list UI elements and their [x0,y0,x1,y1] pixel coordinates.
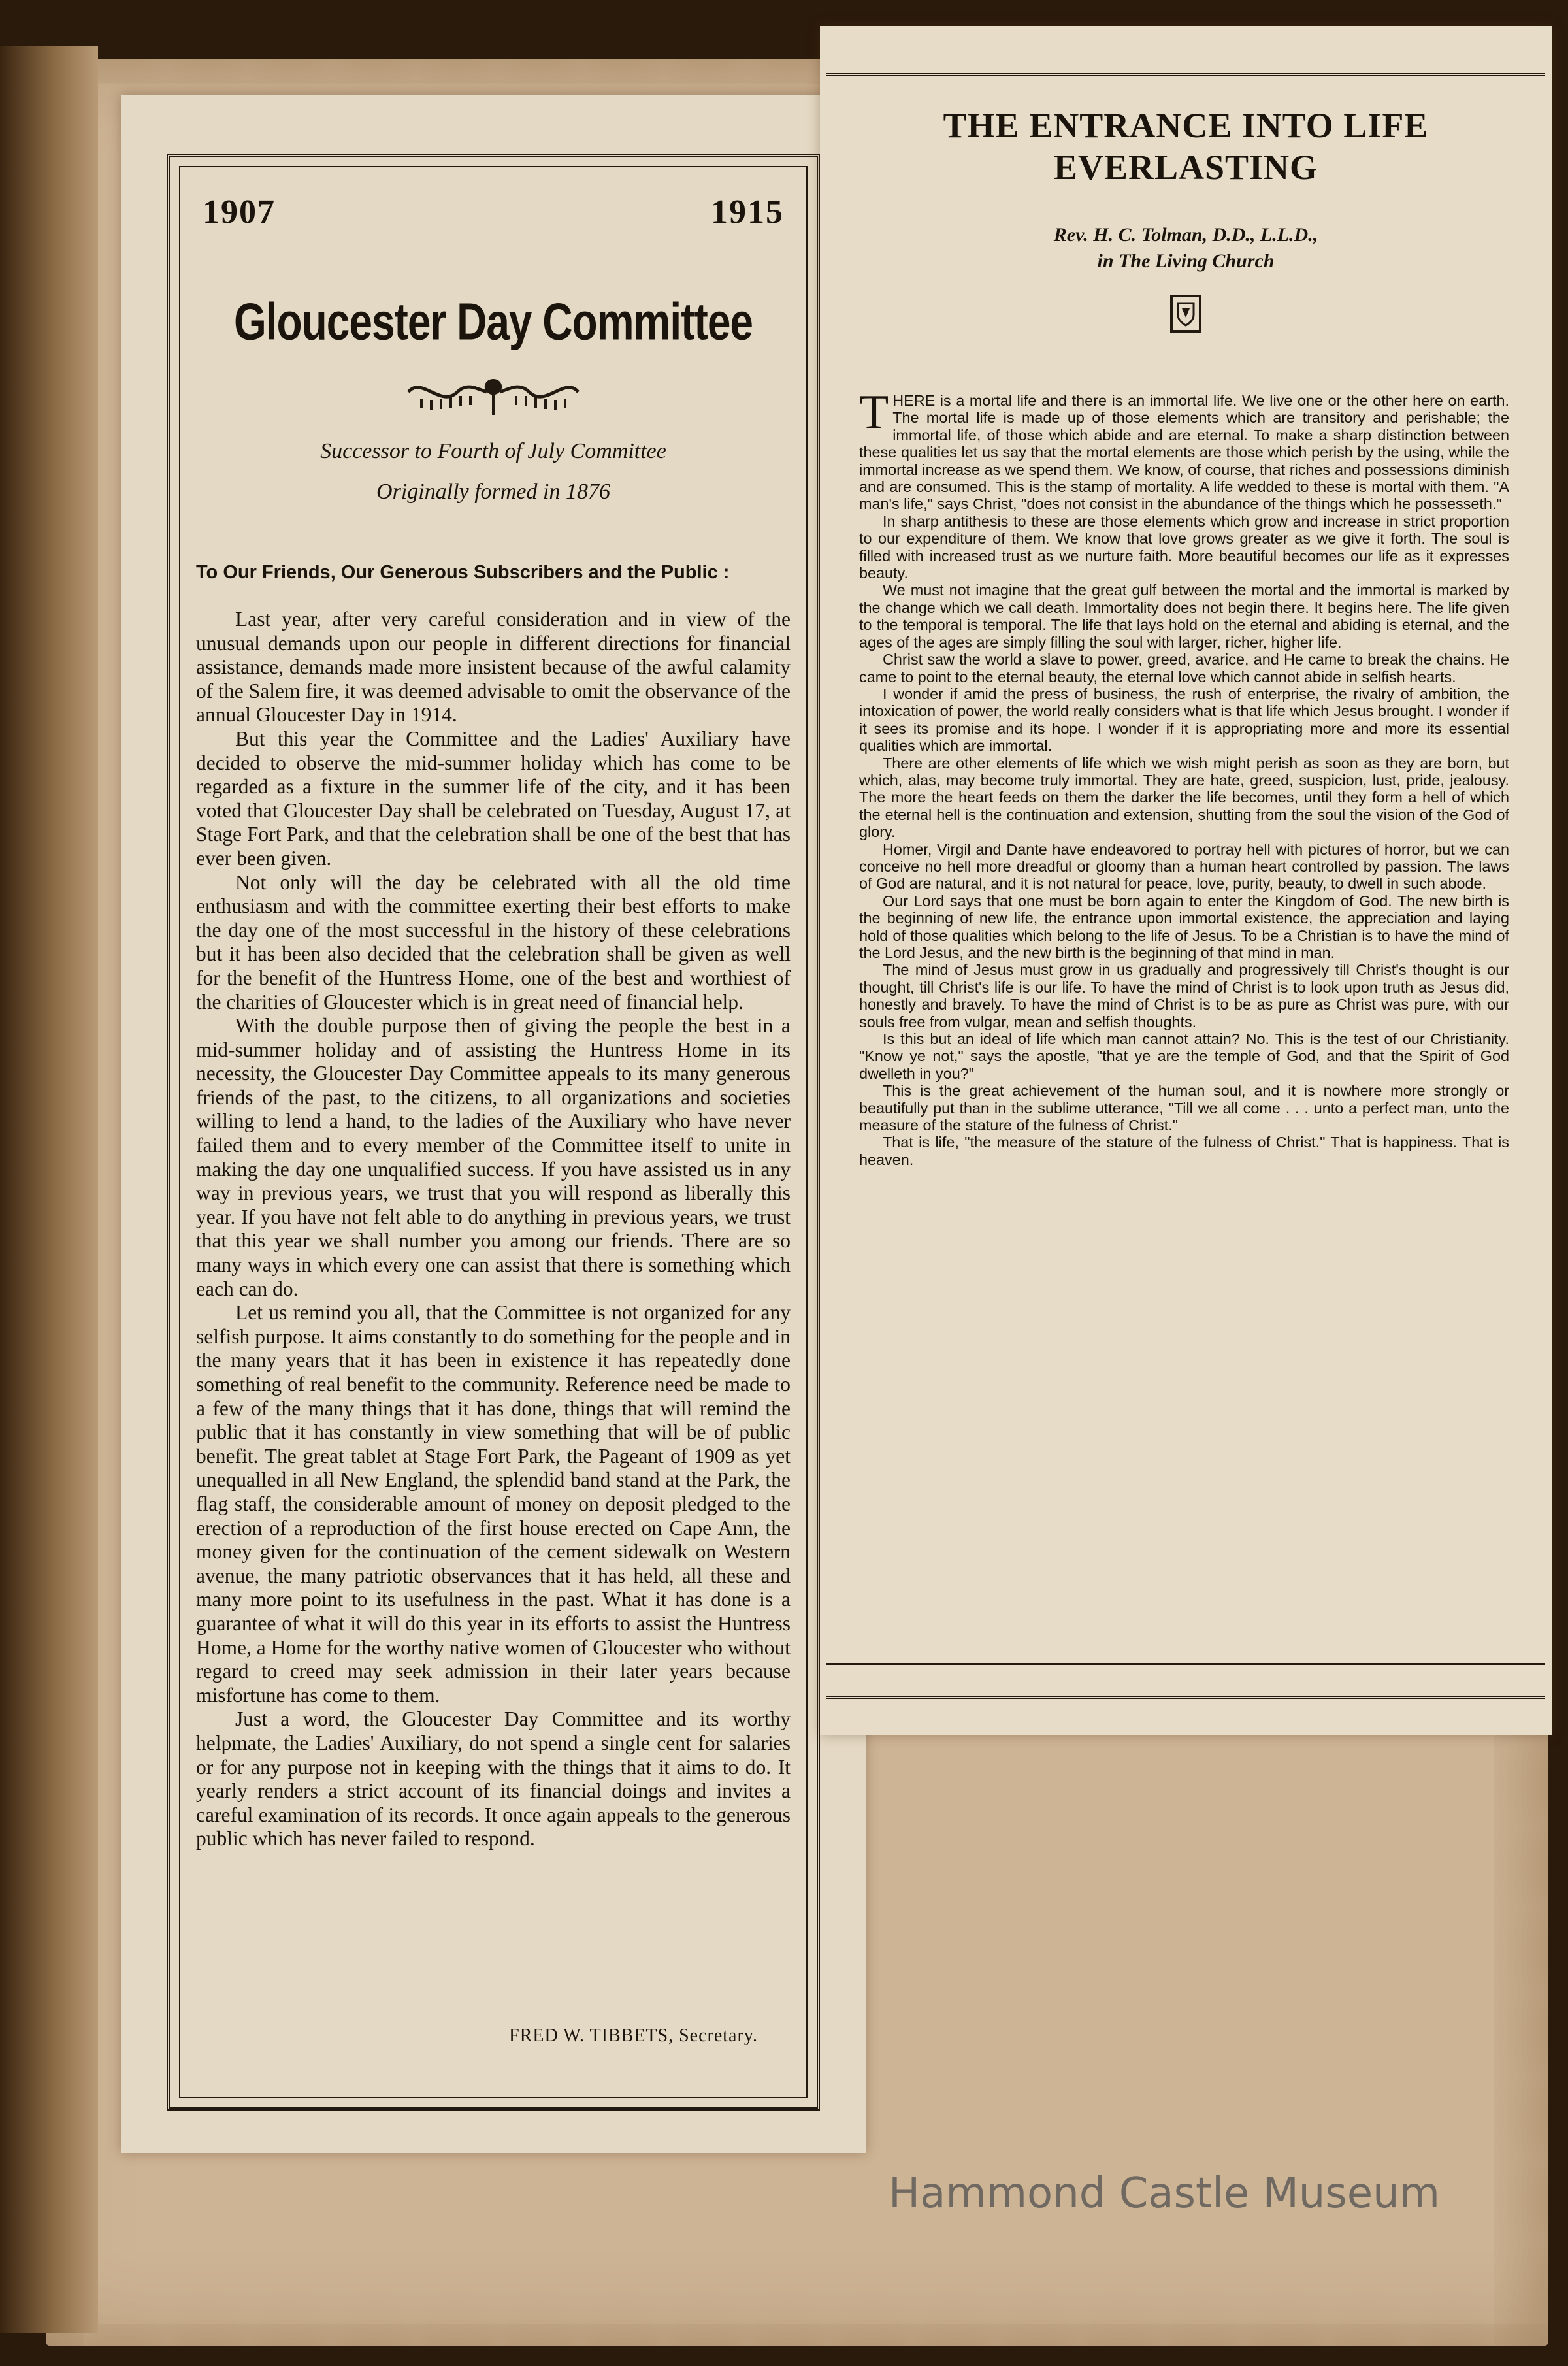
paragraph: This is the great achievement of the human soul, and it is nowhere more strongly or beautifully put than in the sublime utterance, "Till we all come . . . unto a perfect man, unto the measure of the stature of the fulness of Christ." [859,1082,1509,1134]
paragraph: With the double purpose then of giving the people the best in a mid-summer holiday and of assisting the Huntress Home in its necessity, the Gloucester Day Committee appeals to its many generous friends of the past, to the citizens, to all organizations and societies willing to lend a hand, to the ladies of the Auxiliary who have never failed them and to every member of the Committee itself to unite in making the day one unqualified success. If you have assisted us in any way in previous years, we trust that you will respond as liberally this year. If you have not felt able to do anything in previous years, we trust that this year we shall number you among our friends. There are so many ways in which every one can assist that there is something which each can do. [196,1014,791,1300]
title-line-2: EVERLASTING [1053,148,1318,187]
paragraph: Our Lord says that one must be born again to enter the Kingdom of God. The new birth is the beginning of new life, the entrance upon immortal existence, the appreciation and laying hold of those qualities which belong to the life of Jesus. To be a Christian is to have the mind of the Lord Jesus, and the new birth is the beginning of that mind in man. [859,892,1509,961]
gloucester-day-clipping [121,95,866,2153]
paragraph: There are other elements of life which we wish might perish as soon as they are born, but which, alas, may become truly immortal. They are hate, greed, suspicion, lust, pride, jealousy. The more the heart feeds on them the darker the life becomes, until they form a hell of which the eternal hell is the continuation and extension, shutting from the soul the vision of the God of glory. [859,754,1509,841]
scroll-ornament-icon [395,372,591,418]
paragraph: Last year, after very careful consideration and in view of the unusual demands upon our people in different directions for financial assistance, demands made more insistent because of the awful calamity of the Salem fire, it was deemed advisable to omit the observance of the annual Gloucester Day in 1914. [196,608,791,727]
author: Rev. H. C. Tolman, D.D., L.L.D., [1053,224,1318,246]
committee-title: Gloucester Day Committee [233,292,753,351]
article-title [820,105,1552,188]
successor-line: Successor to Fourth of July Committee [320,439,666,463]
year-right: 1915 [711,193,784,231]
bottom-rule-double [826,1696,1545,1699]
clipping-border [167,154,820,2111]
paragraph: Let us remind you all, that the Committee is not organized for any selfish purpose. It aims constantly to do something for the people and in the many years that it has been in existence it has repeatedly done something of real benefit to the community. Reference need be made to a few of the many things that it has done, things that will remind the public that it has constantly in view something that will be of public benefit. The great tablet at Stage Fort Park, the Pageant of 1909 as yet unequalled in all New England, the splendid band stand at the Park, the flag staff, the considerable amount of money on deposit pledged to the erection of a reproduction of the first house erected on Cape Ann, the money given for the continuation of the cement sidewalk on Western avenue, the many patriotic observances that it has held, all these and many more point to its usefulness in the past. What it has done is a guarantee of what it will do this year in its efforts to assist the Huntress Home, a Home for the worthy native women of Gloucester who without regard to creed may seek admission in their later years because misfortune has come to them. [196,1301,791,1707]
source: in The Living Church [1097,250,1275,272]
paragraph: Just a word, the Gloucester Day Committee and its worthy helpmate, the Ladies' Auxiliary, do not spend a single cent for salaries or for any purpose not in keeping with the things that it aims to do. It yearly renders a strict account of its financial doings and invites a careful examination of its records. It once again appeals to the generous public which has never failed to respond. [196,1707,791,1850]
first-paragraph-text: HERE is a mortal life and there is an immortal life. We live one or the other here on earth. The mortal life is made up of those elements which are transitory and perishable; the immortal life, of those which abide and are eternal. To make a sharp distinction between these qualities let us say that the mortal elements are those which perish by the using, while the immortal increase as we spend them. We know, of course, that riches and possessions diminish and are consumed. This is the stamp of mortality. A life wedded to these is mortal with them. "A man's life," says Christ, "does not consist in the abundance of the things which he possesseth." [859,392,1509,513]
year-range [203,193,784,231]
paragraph: That is life, "the measure of the stature of the fulness of Christ." That is happiness. That is heaven. [859,1134,1509,1168]
paragraph: I wonder if amid the press of business, the rush of enterprise, the rivalry of ambition, the intoxication of power, the world really considers what is that life which Jesus brought. I wonder if it sees its promise and its hope. I wonder if it is appropriating more and more its essential qualities which are immortal. [859,685,1509,755]
first-paragraph [859,386,1509,513]
paragraph: Is this but an ideal of life which man cannot attain? No. This is the test of our Christianity. "Know ye not," says the apostle, "that ye are the temple of God, and that the Spirit of God dwelleth in you?" [859,1030,1509,1082]
appeal-text [196,608,791,1851]
formed-line: Originally formed in 1876 [376,480,610,504]
article-text [859,386,1509,1168]
entrance-into-life-clipping [820,26,1552,1735]
committee-origin [170,431,817,512]
signature: FRED W. TIBBETS, Secretary. [509,2026,758,2046]
paragraph: Christ saw the world a slave to power, greed, avarice, and He came to break the chains. He came to point to the eternal beauty, the eternal love which cannot abide in selfish hearts. [859,651,1509,685]
title-line-1: THE ENTRANCE INTO LIFE [943,106,1429,145]
top-rule [826,73,1545,76]
watermark: Hammond Castle Museum [889,2169,1440,2218]
paragraph: In sharp antithesis to these are those elements which grow and increase in strict proportion to our expenditure of them. We know that love grows greater as we give it forth. The soul is filled with increased trust as we nurture faith. More beautiful becomes our life as it expresses beauty. [859,512,1509,582]
byline [820,222,1552,274]
year-left: 1907 [203,193,276,231]
paragraph: Homer, Virgil and Dante have endeavored to portray hell with pictures of horror, but we can conceive no hell more dreadful or gloomy than a human heart controlled by passion. The laws of God are natural, and it is not natural for peace, love, purity, beauty, to dwell in such abode. [859,840,1509,893]
paragraph: We must not imagine that the great gulf between the mortal and the immortal is marked by the change which we call death. Immortality does not begin there. It begins here. The life given to the temporal is temporal. The life that lays hold on the eternal and abiding is eternal, and the ages of the ages are simply filling the soul with larger, richer, higher life. [859,582,1509,651]
book-binding [0,46,98,2333]
paragraph: The mind of Jesus must grow in us gradually and progressively till Christ's thought is our thought, till Christ's life is our life. To have the mind of Christ is to look upon truth as Jesus did, honestly and bravely. To have the mind of Christ is to be as pure as Christ was pure, with our souls free from vulgar, mean and selfish thoughts. [859,961,1509,1030]
salutation: To Our Friends, Our Generous Subscribers and the Public : [196,562,730,583]
drop-cap: T [859,386,889,439]
paragraph: Not only will the day be celebrated with all the old time enthusiasm and with the committee exerting their best efforts to make the day one of the most successful in the history of these celebrations but it has been also decided that the celebration shall be given as well for the benefit of the Huntress Home, one of the best and worthiest of the charities of Gloucester which is in great need of financial help. [196,870,791,1013]
paragraph: But this year the Committee and the Ladies' Auxiliary have decided to observe the mid-summer holiday which has come to be regarded as a fixture in the summer life of the city, and it has been voted that Gloucester Day shall be celebrated on Tuesday, August 17, at Stage Fort Park, and that the celebration shall be one of the best that has ever been given. [196,727,791,870]
bottom-rule-thin [826,1663,1545,1665]
shield-icon [1169,294,1202,333]
